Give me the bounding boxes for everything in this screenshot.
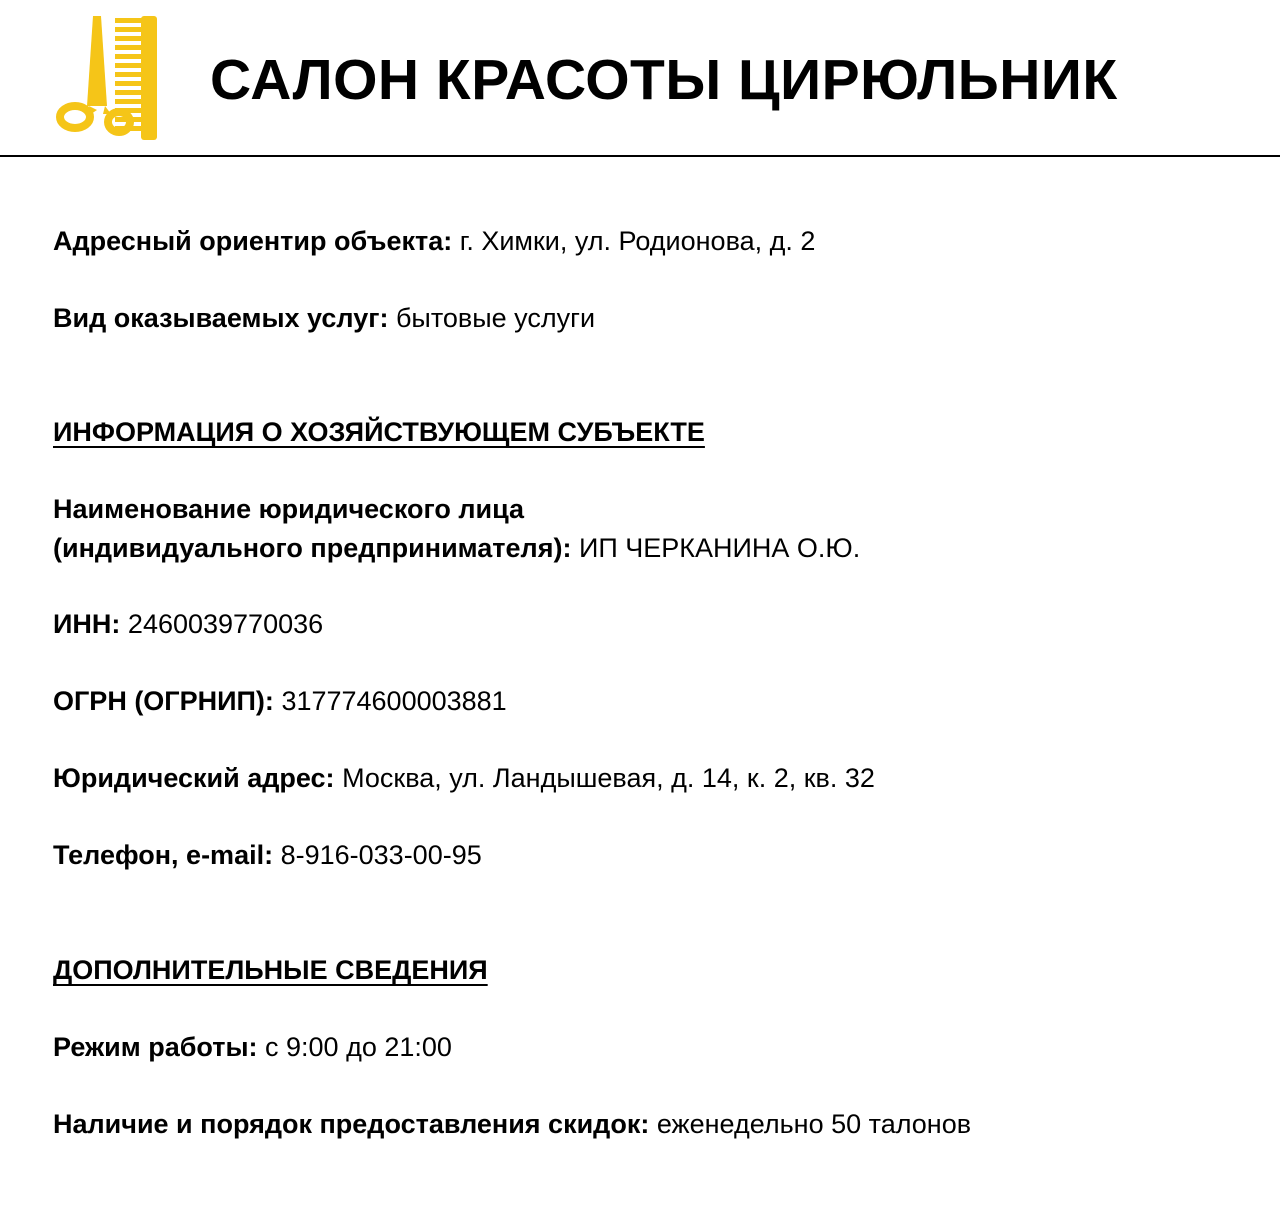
contacts-row	[53, 836, 482, 874]
inn-row	[53, 605, 323, 643]
entity-name-label-first: Наименование юридического лица	[53, 494, 525, 524]
services-label: Вид оказываемых услуг:	[53, 303, 389, 333]
entity-name-row	[53, 529, 860, 567]
services-row	[53, 299, 595, 337]
entity-name-label-line1	[53, 490, 524, 528]
contacts-value: 8-916-033-00-95	[280, 840, 482, 870]
entity-name-label-second: (индивидуального предпринимателя):	[53, 533, 572, 563]
discounts-value: еженедельно 50 талонов	[656, 1109, 972, 1139]
discounts-row	[53, 1105, 971, 1143]
ogrn-label: ОГРН (ОГРНИП):	[53, 686, 274, 716]
services-value: бытовые услуги	[395, 303, 596, 333]
page-title: САЛОН КРАСОТЫ ЦИРЮЛЬНИК	[210, 48, 1118, 112]
legal-address-row	[53, 759, 875, 797]
inn-value: 2460039770036	[127, 609, 324, 639]
legal-address-label: Юридический адрес:	[53, 763, 335, 793]
entity-name-value: ИП ЧЕРКАНИНА О.Ю.	[578, 533, 861, 563]
entity-section-heading: ИНФОРМАЦИЯ О ХОЗЯЙСТВУЮЩЕМ СУБЪЕКТЕ	[53, 417, 705, 447]
page-header	[0, 0, 1280, 157]
hours-row	[53, 1028, 452, 1066]
hours-value: с 9:00 до 21:00	[265, 1032, 452, 1062]
inn-label: ИНН:	[53, 609, 121, 639]
hours-label: Режим работы:	[53, 1032, 258, 1062]
comb-and-scissors-icon	[53, 14, 161, 142]
contacts-label: Телефон, e-mail:	[53, 840, 274, 870]
discounts-label: Наличие и порядок предоставления скидок:	[53, 1109, 650, 1139]
legal-address-value: Москва, ул. Ландышевая, д. 14, к. 2, кв. 32	[342, 763, 875, 793]
object-address-label: Адресный ориентир объекта:	[53, 226, 453, 256]
extra-section-heading: ДОПОЛНИТЕЛЬНЫЕ СВЕДЕНИЯ	[53, 955, 488, 985]
ogrn-value: 317774600003881	[281, 686, 507, 716]
ogrn-row	[53, 682, 507, 720]
object-address-value: г. Химки, ул. Родионова, д. 2	[459, 226, 816, 256]
object-address-row	[53, 222, 815, 260]
